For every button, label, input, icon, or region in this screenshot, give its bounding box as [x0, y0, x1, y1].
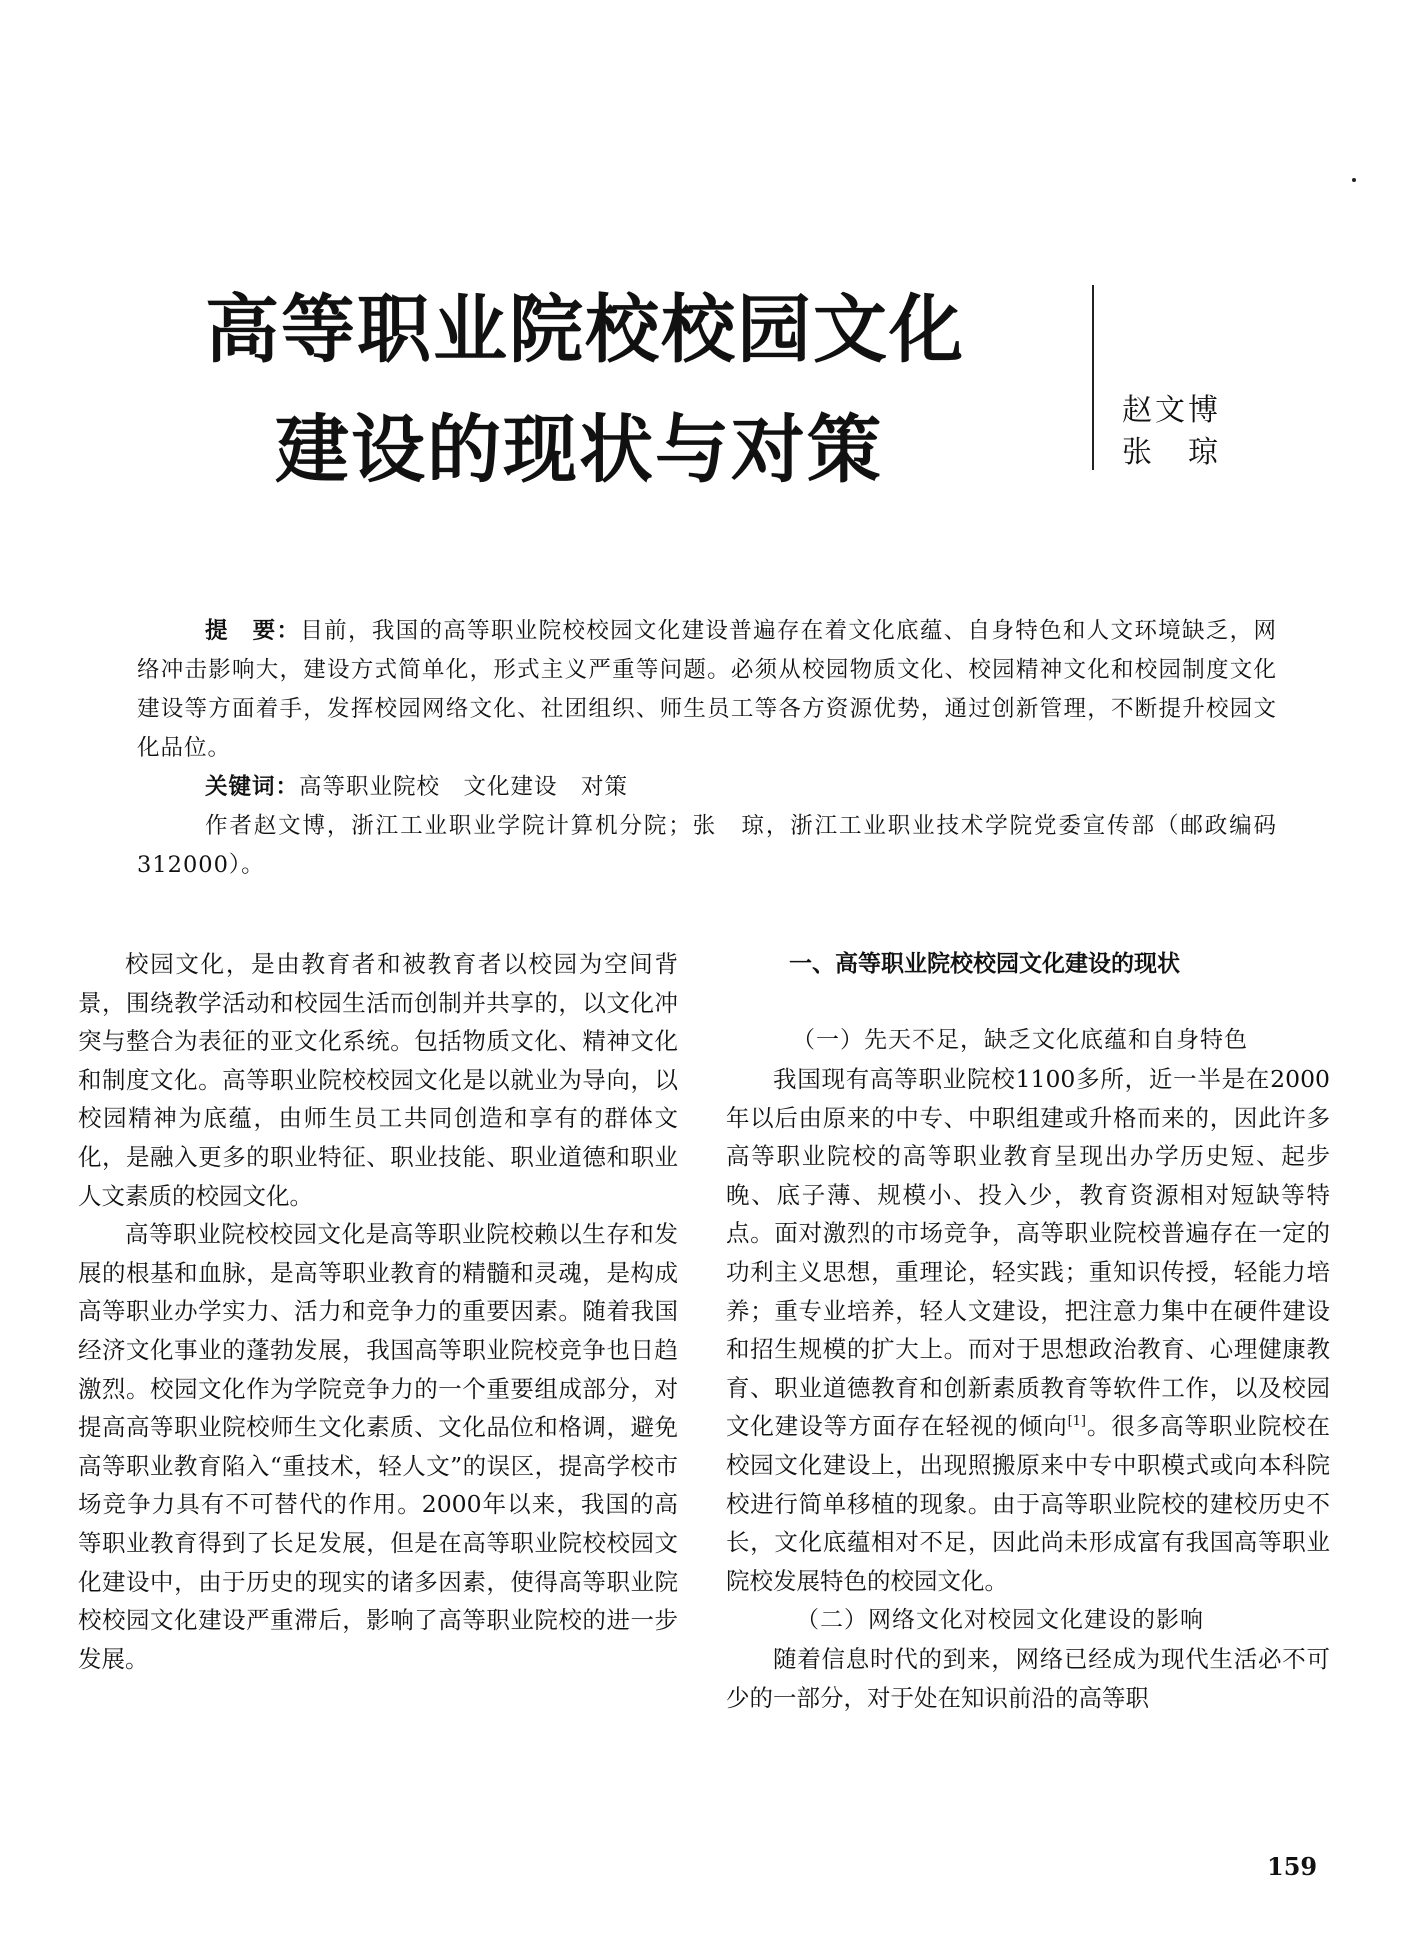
- paragraph-text: 我国现有高等职业院校1100多所，近一半是在2000年以后由原来的中专、中职组建或升格而来的，因此许多高等职业院校的高等职业教育呈现出办学历史短、起步晚、底子薄、规模小、投入少，教育资源相对短缺等特点。面对激烈的市场竞争，高等职业院校普遍存在一定的功利主义思想，重理论，轻实践；重知识传授，轻能力培养；重专业培养，轻人文建设，把注意力集中在硬件建设和招生规模的扩大上。而对于思想政治教育、心理健康教育、职业道德教育和创新素质教育等软件工作，以及校园文化建设等方面存在轻视的倾向: [726, 1065, 1330, 1441]
- article-title: [195, 270, 1055, 510]
- body-paragraph: 校园文化，是由教育者和被教育者以校园为空间背景，围绕教学活动和校园生活而创制并共享的，以文化冲突与整合为表征的亚文化系统。包括物质文化、精神文化和制度文化。高等职业院校校园文化是以就业为导向，以校园精神为底蕴，由师生员工共同创造和享有的群体文化，是融入更多的职业特征、职业技能、职业道德和职业人文素质的校园文化。: [78, 950, 678, 1210]
- keywords-label: 关键词：: [205, 774, 300, 800]
- keywords-text: 高等职业院校 文化建设 对策: [299, 774, 629, 800]
- paragraph-text: 。很多高等职业院校在校园文化建设上，出现照搬原来中专中职模式或向本科院校进行简单移植的现象。由于高等职业院校的建校历史不长，文化底蕴相对不足，因此尚未形成富有我国高等职业院校发展特色的校园文化。: [726, 1412, 1331, 1595]
- author-2: 张 琼: [1122, 435, 1221, 470]
- abstract-text: 目前，我国的高等职业院校校园文化建设普遍存在着文化底蕴、自身特色和人文环境缺乏，网络冲击影响大，建设方式简单化，形式主义严重等问题。必须从校园物质文化、校园精神文化和校园制度文化建设等方面着手，发挥校园网络文化、社团组织、师生员工等各方资源优势，通过创新管理，不断提升校园文化品位。: [137, 618, 1277, 761]
- body-paragraph: [726, 1060, 1330, 1600]
- author-info: 作者赵文博，浙江工业职业学院计算机分院；张 琼，浙江工业职业技术学院党委宣传部（邮政编码 312000）。: [137, 813, 1301, 878]
- subsection-heading: （二）网络文化对校园文化建设的影响: [796, 1607, 1204, 1634]
- section-heading: 一、高等职业院校校园文化建设的现状: [789, 951, 1180, 977]
- body-paragraph: 高等职业院校校园文化是高等职业院校赖以生存和发展的根基和血脉，是高等职业教育的精髓和灵魂，是构成高等职业办学实力、活力和竞争力的重要因素。随着我国经济文化事业的蓬勃发展，我国高等职业院校竞争也日趋激烈。校园文化作为学院竞争力的一个重要组成部分，对提高高等职业院校师生文化素质、文化品位和格调，避免高等职业教育陷入“重技术，轻人文”的误区，提高学校市场竞争力具有不可替代的作用。2000年以来，我国的高等职业教育得到了长足发展，但是在高等职业院校校园文化建设中，由于历史的现实的诸多因素，使得高等职业院校校园文化建设严重滞后，影响了高等职业院校的进一步发展。: [78, 1220, 678, 1673]
- scan-dot: [1352, 178, 1356, 182]
- abstract-block: [137, 612, 1301, 885]
- right-column: [726, 945, 1330, 1718]
- abstract-label: 提 要：: [205, 618, 301, 644]
- title-line-2: 建设的现状与对策: [275, 407, 883, 493]
- left-column: [78, 945, 678, 1678]
- abstract-paragraph: [137, 612, 1277, 768]
- title-divider: [1092, 285, 1094, 470]
- reference-marker[interactable]: [1]: [1067, 1414, 1087, 1430]
- title-line-1: 高等职业院校校园文化: [205, 287, 965, 373]
- page-number: 159: [1267, 1852, 1318, 1881]
- body-paragraph: 随着信息时代的到来，网络已经成为现代生活必不可少的一部分，对于处在知识前沿的高等职: [726, 1645, 1330, 1712]
- keywords-line: [137, 768, 1277, 807]
- author-list: [1122, 390, 1221, 474]
- subsection-heading: （一）先天不足，缺乏文化底蕴和自身特色: [792, 1027, 1248, 1053]
- author-1: 赵文博: [1122, 393, 1221, 428]
